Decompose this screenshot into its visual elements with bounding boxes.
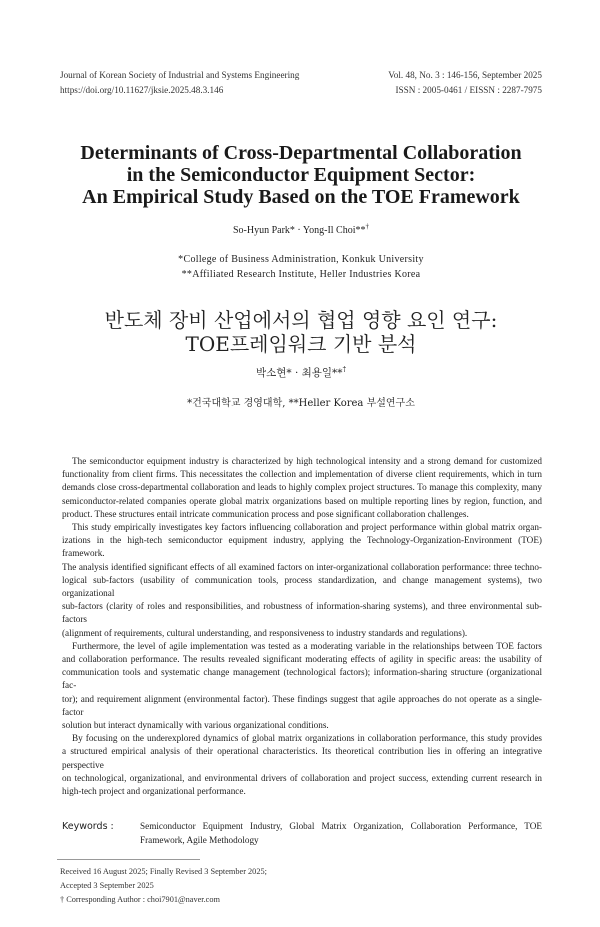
- keywords-text: Semiconductor Equipment Industry, Global Matrix Organization, Collaboration Performance, TOE Framework, Agile Methodology: [140, 821, 542, 845]
- korean-affiliation: *건국대학교 경영대학, **Heller Korea 부설연구소: [187, 398, 415, 409]
- abstract-line: The analysis identified significant effects of all examined factors on inter-organizational collaboration performance: three techno-: [62, 561, 542, 572]
- affiliation: **Affiliated Research Institute, Heller Industries Korea: [181, 269, 421, 280]
- abstract-line: and collaboration performance. The results revealed significant moderating effects of agility in specific areas: the usability of: [62, 654, 542, 665]
- abstract-line: functionality from client firms. This necessitates the collection and implementation of diverse client requirements, which in turn: [62, 469, 542, 480]
- issn-info: ISSN : 2005-0461 / EISSN : 2287-7975: [395, 85, 542, 95]
- abstract-line: Furthermore, the level of agile implementation was tested as a moderating variable in the relationships between TOE factors: [72, 640, 542, 651]
- affiliation: *College of Business Administration, Konkuk University: [178, 254, 424, 265]
- abstract-line: on technological, organizational, and environmental drivers of collaboration and project success, extending current research in: [62, 772, 542, 783]
- abstract-line: semiconductor-related companies operate global matrix organizations based on multiple reporting lines by region, function, and: [62, 495, 542, 506]
- abstract-line: izations in the high-tech semiconductor equipment industry, applying the Technology-Organization-Environment (TOE) framework.: [62, 535, 542, 559]
- keywords: [62, 820, 542, 847]
- issue-header: [388, 68, 542, 98]
- abstract-line: logical sub-factors (usability of communication tools, process standardization, and change management systems), two organizational: [62, 574, 542, 599]
- abstract-line: sub-factors (clarity of roles and responsibilities, and robustness of information-sharing systems), and three environmental sub-factors: [62, 601, 542, 625]
- korean-authors: [60, 366, 542, 381]
- paper-title: [60, 142, 542, 208]
- abstract-line: (alignment of requirements, cultural understanding, and responsiveness to industry standards and regulations).: [62, 627, 468, 638]
- affiliations: [60, 252, 542, 282]
- abstract-line: The semiconductor equipment industry is characterized by high technological intensity and a strong demand for customized: [72, 456, 542, 466]
- abstract-line: high-tech project and organizational performance.: [62, 786, 246, 797]
- keywords-label: Keywords :: [62, 821, 114, 833]
- journal-header: [60, 68, 299, 98]
- corresponding-author: † Corresponding Author : choi7901@naver.com: [60, 895, 220, 905]
- corresponding-mark: †: [342, 365, 347, 374]
- title-line: Determinants of Cross-Departmental Collaboration: [80, 142, 522, 164]
- abstract-line: a structured empirical analysis of their operational characteristics. Its theoretical contribution lies in offering an integrative perspective: [62, 746, 542, 770]
- abstract: [62, 455, 542, 798]
- page-header: [60, 68, 542, 98]
- korean-title-line: TOE프레임워크 기반 분석: [185, 332, 417, 356]
- volume-info: Vol. 48, No. 3 : 146-156, September 2025: [388, 70, 542, 80]
- author-names: So-Hyun Park* · Yong-Il Choi**: [232, 225, 366, 236]
- accepted-date: Accepted 3 September 2025: [60, 881, 154, 891]
- doi-link[interactable]: https://doi.org/10.11627/jksie.2025.48.3.146: [60, 85, 224, 95]
- received-date: Received 16 August 2025; Finally Revised 3 September 2025;: [60, 867, 267, 877]
- abstract-line: By focusing on the underexplored dynamics of global matrix organizations in collaboration performance, this study provides: [72, 733, 542, 744]
- title-line: An Empirical Study Based on the TOE Framework: [82, 186, 520, 208]
- footnotes: [60, 865, 542, 907]
- abstract-line: demands close cross-departmental collaboration and leads to highly complex project structures. To manage this complexity, many: [62, 482, 542, 493]
- korean-title-line: 반도체 장비 산업에서의 협업 영향 요인 연구:: [104, 308, 498, 332]
- authors: [60, 224, 542, 238]
- footnote-divider: [57, 859, 200, 860]
- abstract-line: This study empirically investigates key factors influencing collaboration and project performance within global matrix organ-: [72, 522, 542, 533]
- corresponding-mark: †: [365, 222, 369, 231]
- abstract-line: product. These structures entail intricate communication process and pose significant collaboration challenges.: [62, 508, 469, 519]
- abstract-line: solution but interact dynamically with various organizational conditions.: [62, 720, 329, 731]
- korean-title: [60, 308, 542, 356]
- journal-name: Journal of Korean Society of Industrial and Systems Engineering: [60, 70, 300, 80]
- korean-author-names: 박소현* · 최용일**: [255, 367, 343, 379]
- abstract-line: communication tools and systematic change management (technological factors); information-sharing structure (organizational fac-: [62, 667, 542, 691]
- abstract-line: tor); and requirement alignment (environmental factor). These findings suggest that agile approaches do not operate as a single-factor: [62, 693, 542, 717]
- title-line: in the Semiconductor Equipment Sector:: [126, 164, 476, 186]
